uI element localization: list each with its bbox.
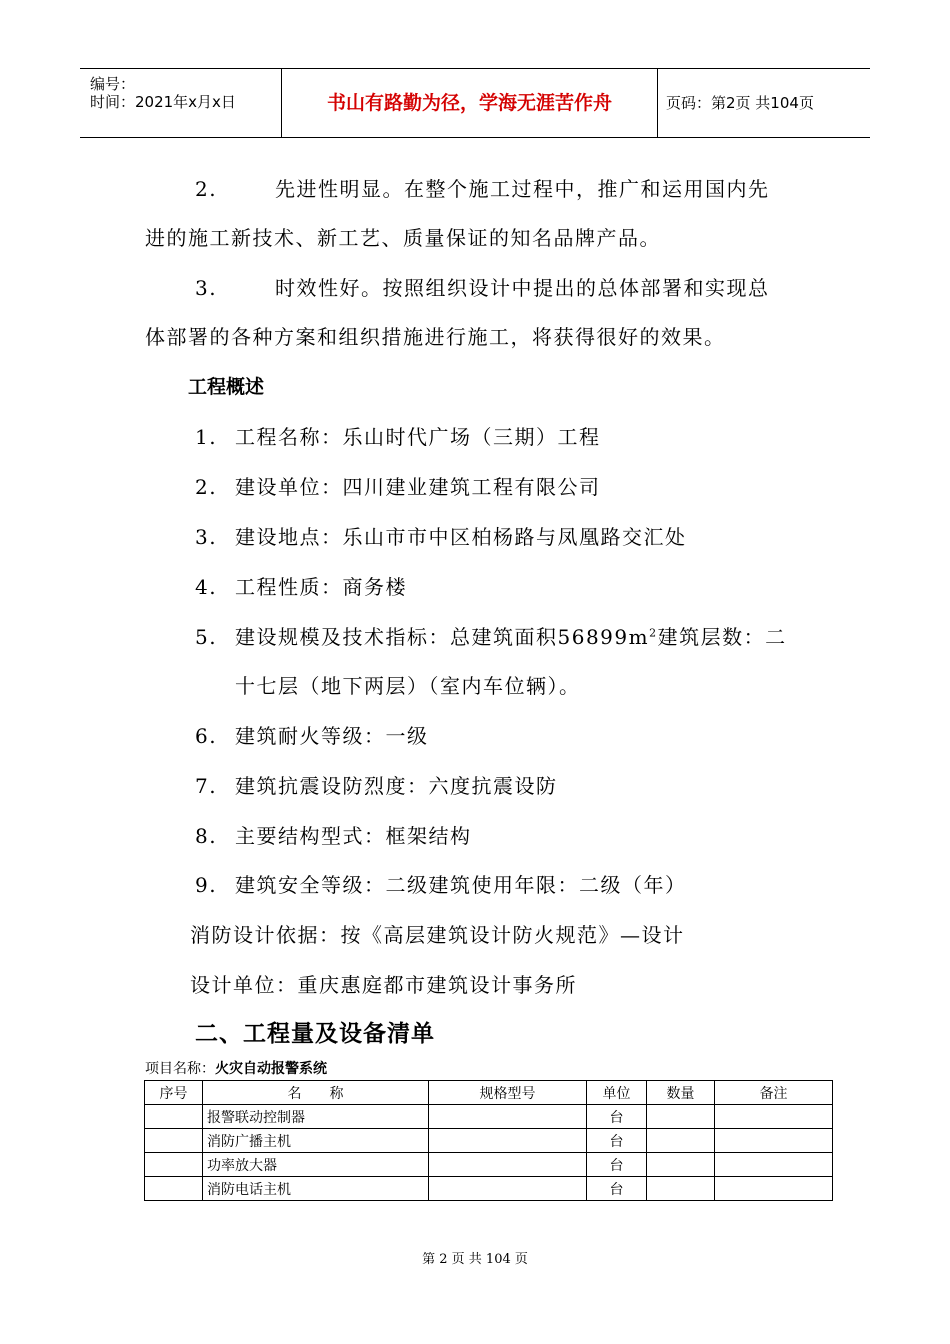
col-name: 名 称 bbox=[203, 1081, 429, 1105]
intro-item-2-line1: 2. 先进性明显。在整个施工过程中，推广和运用国内先 bbox=[195, 177, 770, 201]
intro-item-2-line2: 进的施工新技术、新工艺、质量保证的知名品牌产品。 bbox=[145, 226, 661, 250]
overview-item-3: 3. 建设地点：乐山市市中区柏杨路与凤凰路交汇处 bbox=[195, 525, 687, 549]
col-qty: 数量 bbox=[647, 1081, 715, 1105]
fire-design-basis: 消防设计依据：按《高层建筑设计防火规范》—设计 bbox=[190, 923, 685, 947]
overview-item-5: 5. 建设规模及技术指标：总建筑面积$56899m^2$建筑层数：二 bbox=[195, 625, 787, 649]
col-seq: 序号 bbox=[145, 1081, 203, 1105]
design-unit: 设计单位：重庆惠庭都市建筑设计事务所 bbox=[190, 973, 577, 997]
overview-item-2: 2. 建设单位：四川建业建筑工程有限公司 bbox=[195, 475, 601, 499]
overview-item-9: 9. 建筑安全等级：二级建筑使用年限：二级（年） bbox=[195, 873, 687, 897]
overview-item-8: 8. 主要结构型式：框架结构 bbox=[195, 824, 472, 848]
table-row: 消防电话主机 台 bbox=[145, 1177, 833, 1201]
col-spec: 规格型号 bbox=[429, 1081, 587, 1105]
overview-item-4: 4. 工程性质：商务楼 bbox=[195, 575, 407, 599]
header-meta bbox=[80, 69, 282, 137]
intro-item-3-line2: 体部署的各种方案和组织措施进行施工，将获得很好的效果。 bbox=[145, 325, 726, 349]
header-number: 编号： bbox=[90, 75, 136, 93]
equipment-table bbox=[144, 1080, 833, 1201]
page-footer: 第 2 页 共 104 页 bbox=[422, 1252, 528, 1267]
table-row: 功率放大器 台 bbox=[145, 1153, 833, 1177]
overview-item-5-cont: 十七层（地下两层）（室内车位辆）。 bbox=[235, 674, 581, 698]
project-name: 项目名称：火灾自动报警系统 bbox=[145, 1061, 327, 1077]
table-row: 消防广播主机 台 bbox=[145, 1129, 833, 1153]
overview-item-1: 1. 工程名称：乐山时代广场（三期）工程 bbox=[195, 425, 601, 449]
overview-item-6: 6. 建筑耐火等级：一级 bbox=[195, 724, 429, 748]
section2-title: 二、工程量及设备清单 bbox=[195, 1021, 435, 1047]
overview-title: 工程概述 bbox=[188, 376, 265, 398]
header-time: 时间：2021年x月x日 bbox=[90, 93, 236, 111]
overview-item-7: 7. 建筑抗震设防烈度：六度抗震设防 bbox=[195, 774, 558, 798]
intro-item-3-line1: 3. 时效性好。按照组织设计中提出的总体部署和实现总 bbox=[195, 276, 770, 300]
table-row: 报警联动控制器 台 bbox=[145, 1105, 833, 1129]
header-page: 页码：第2页 共104页 bbox=[666, 94, 814, 112]
col-note: 备注 bbox=[715, 1081, 833, 1105]
col-unit: 单位 bbox=[587, 1081, 647, 1105]
header-motto: 书山有路勤为径，学海无涯苦作舟 bbox=[282, 69, 658, 137]
page-header bbox=[80, 68, 870, 138]
table-header-row bbox=[145, 1081, 833, 1105]
